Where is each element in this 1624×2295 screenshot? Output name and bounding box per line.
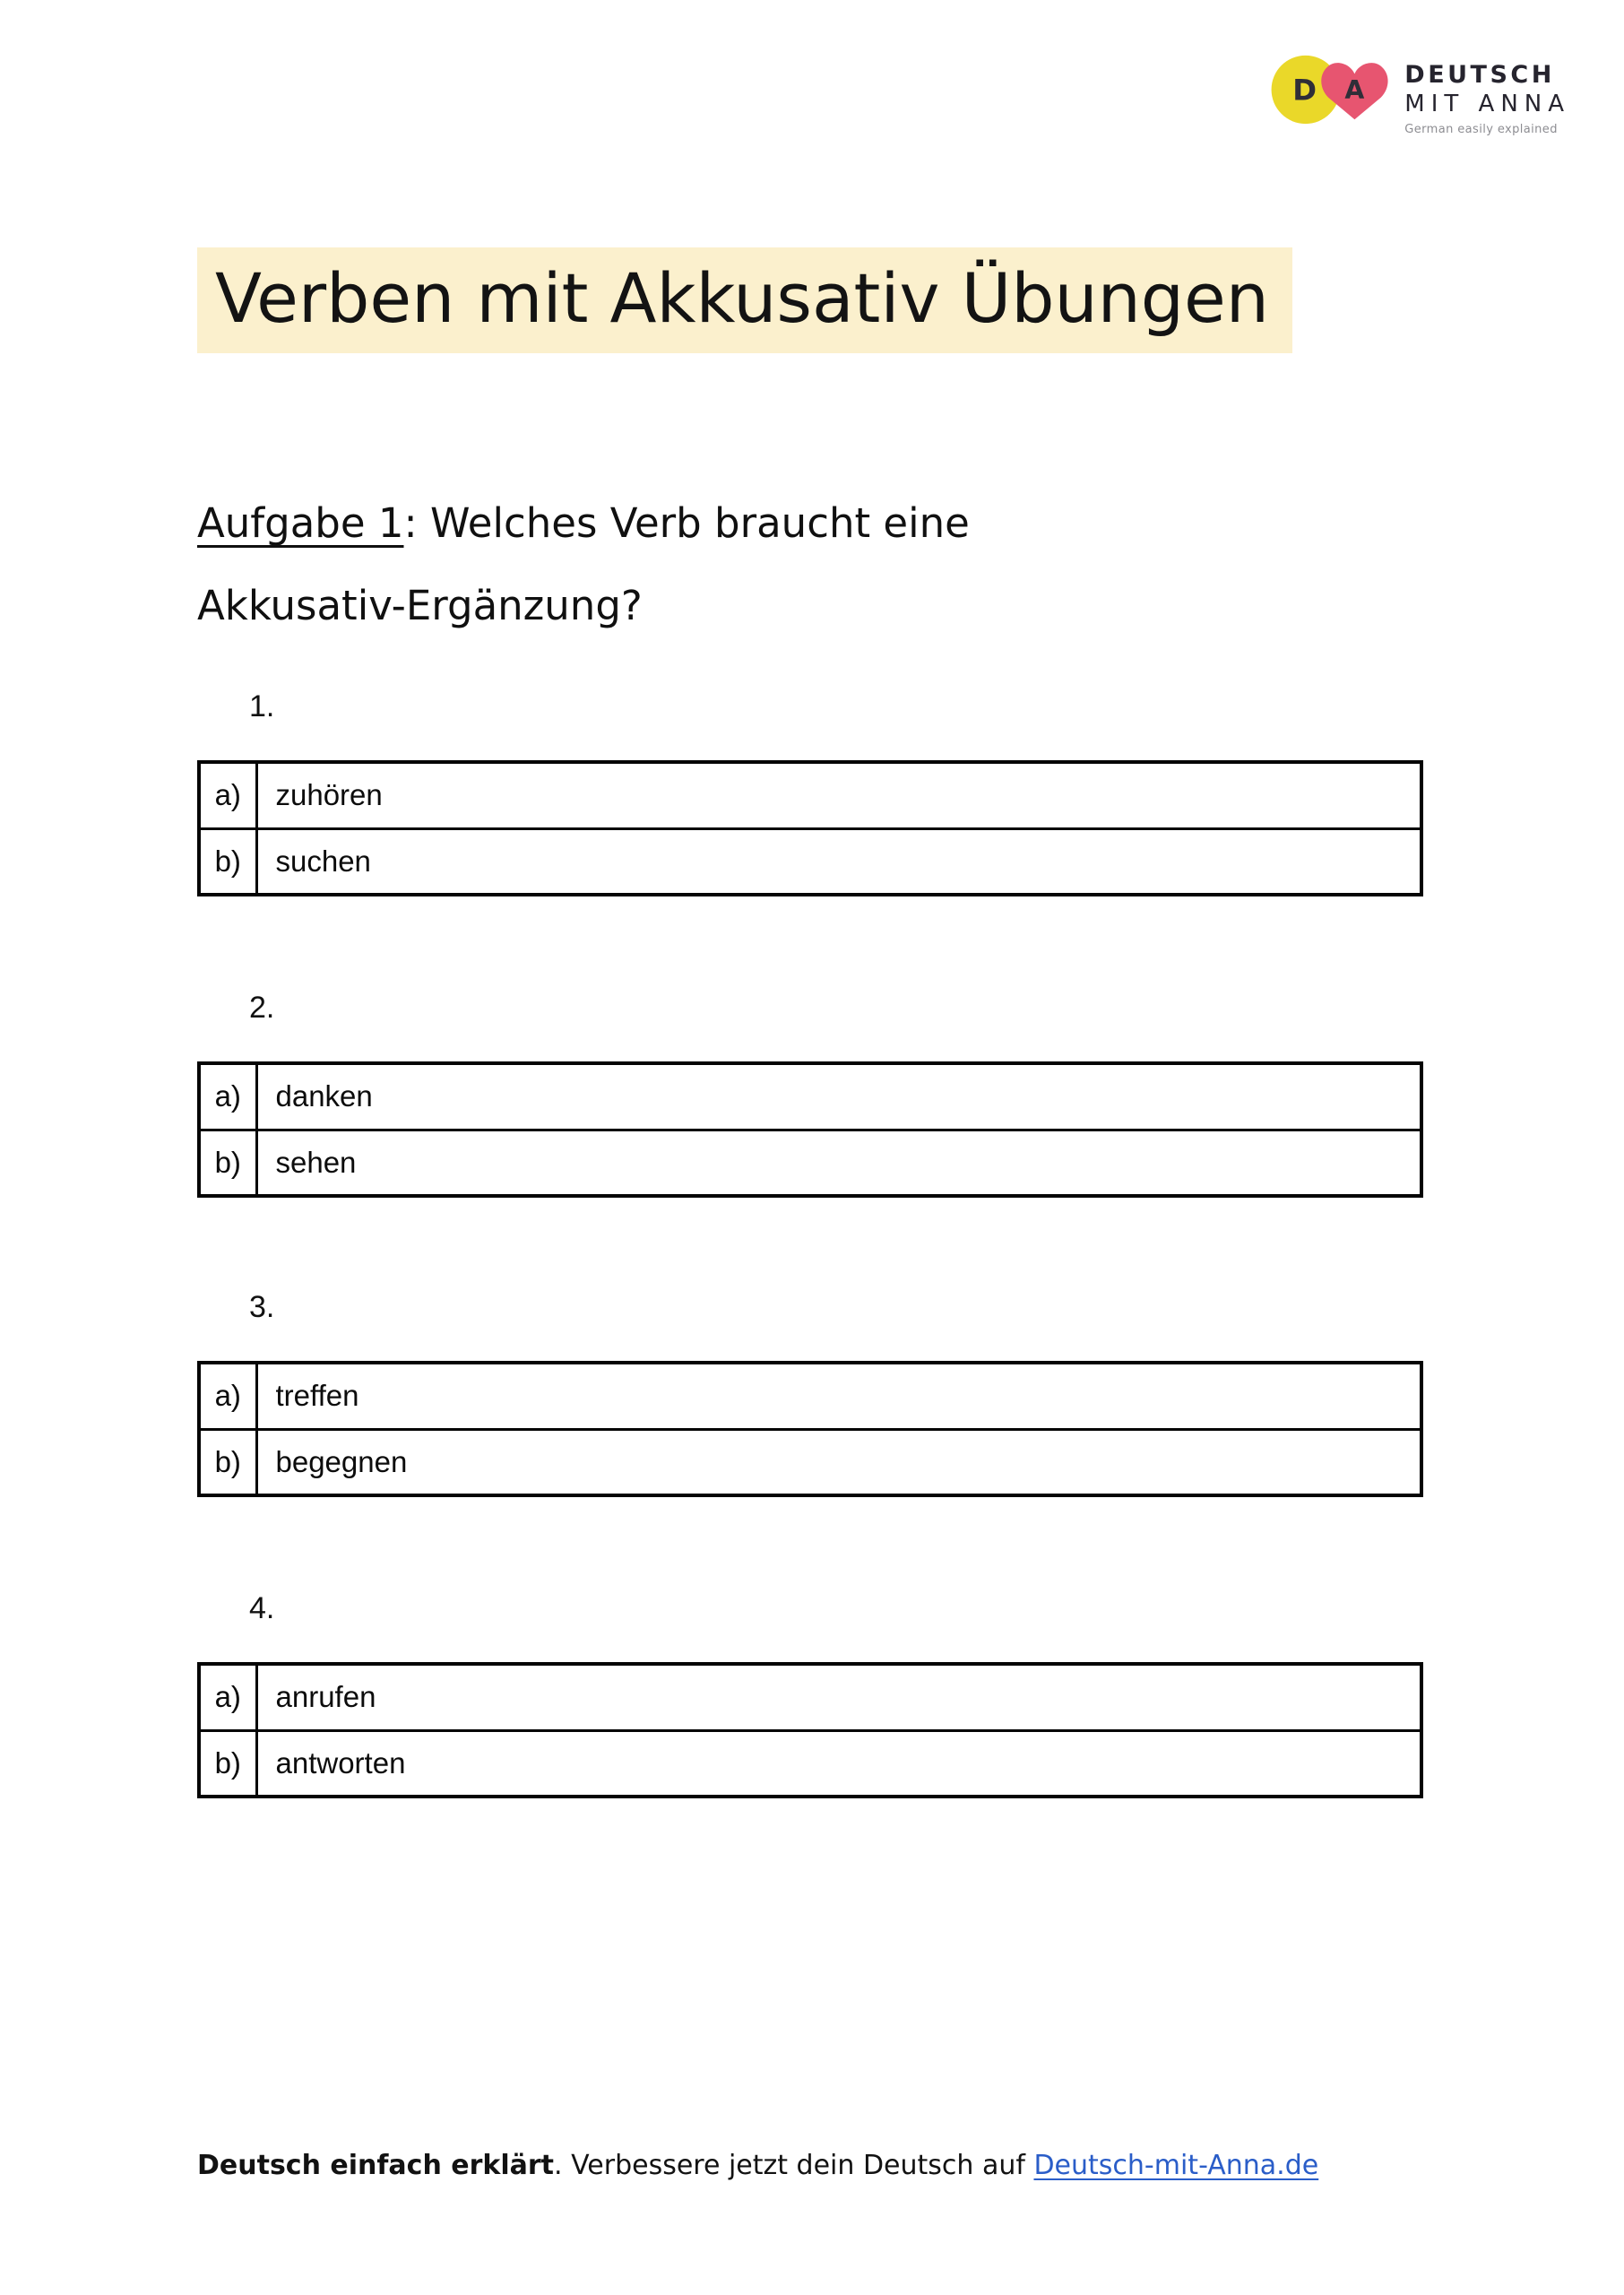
option-row-b bbox=[199, 1730, 1421, 1797]
brand-logo-text bbox=[1404, 50, 1570, 136]
exercise-2 bbox=[197, 988, 1423, 1198]
brand-name-line2: MIT ANNA bbox=[1404, 91, 1570, 118]
option-row-a bbox=[199, 1664, 1421, 1730]
exercise-number: 1. bbox=[249, 689, 275, 723]
exercise-number: 3. bbox=[249, 1290, 275, 1324]
option-key: b) bbox=[199, 1429, 256, 1495]
option-key: a) bbox=[199, 1063, 256, 1130]
options-table-1 bbox=[197, 760, 1423, 896]
exercise-number: 2. bbox=[249, 991, 275, 1025]
option-text: zuhören bbox=[256, 762, 1421, 828]
exercise-4 bbox=[197, 1589, 1423, 1798]
option-row-a bbox=[199, 1063, 1421, 1130]
brand-name-line1: DEUTSCH bbox=[1404, 61, 1555, 89]
option-key: b) bbox=[199, 1130, 256, 1196]
footer-slogan: Deutsch einfach erklärt bbox=[197, 2150, 555, 2181]
logo-letter-a: A bbox=[1344, 74, 1365, 105]
page-title: Verben mit Akkusativ Übungen bbox=[197, 247, 1292, 353]
option-row-a bbox=[199, 1363, 1421, 1429]
footer-text: . Verbessere jetzt dein Deutsch auf bbox=[554, 2150, 1034, 2181]
option-key: a) bbox=[199, 762, 256, 828]
option-row-b bbox=[199, 828, 1421, 895]
option-text: sehen bbox=[256, 1130, 1421, 1196]
exercise-1 bbox=[197, 687, 1423, 896]
option-key: b) bbox=[199, 1730, 256, 1797]
options-table-4 bbox=[197, 1662, 1423, 1798]
option-text: treffen bbox=[256, 1363, 1421, 1429]
exercise-number: 4. bbox=[249, 1591, 275, 1625]
options-table-3 bbox=[197, 1361, 1423, 1497]
brand-logo-mark bbox=[1270, 50, 1394, 127]
exercise-3 bbox=[197, 1287, 1423, 1497]
option-row-a bbox=[199, 762, 1421, 828]
option-text: anrufen bbox=[256, 1664, 1421, 1730]
options-table-2 bbox=[197, 1061, 1423, 1198]
option-row-b bbox=[199, 1429, 1421, 1495]
option-text: danken bbox=[256, 1063, 1421, 1130]
option-text: begegnen bbox=[256, 1429, 1421, 1495]
brand-logo bbox=[1270, 50, 1570, 136]
option-key: a) bbox=[199, 1363, 256, 1429]
logo-letter-d: D bbox=[1292, 73, 1317, 108]
task-heading bbox=[197, 482, 1147, 647]
option-text: suchen bbox=[256, 828, 1421, 895]
task-question: : Welches Verb braucht eine Akkusativ-Ergänzung? bbox=[197, 499, 970, 629]
option-key: a) bbox=[199, 1664, 256, 1730]
option-key: b) bbox=[199, 828, 256, 895]
option-text: antworten bbox=[256, 1730, 1421, 1797]
footer-website-link[interactable]: Deutsch-mit-Anna.de bbox=[1033, 2150, 1319, 2181]
task-label: Aufgabe 1 bbox=[197, 499, 404, 547]
page-footer bbox=[197, 2150, 1318, 2181]
option-row-b bbox=[199, 1130, 1421, 1196]
brand-tagline: German easily explained bbox=[1404, 122, 1558, 136]
